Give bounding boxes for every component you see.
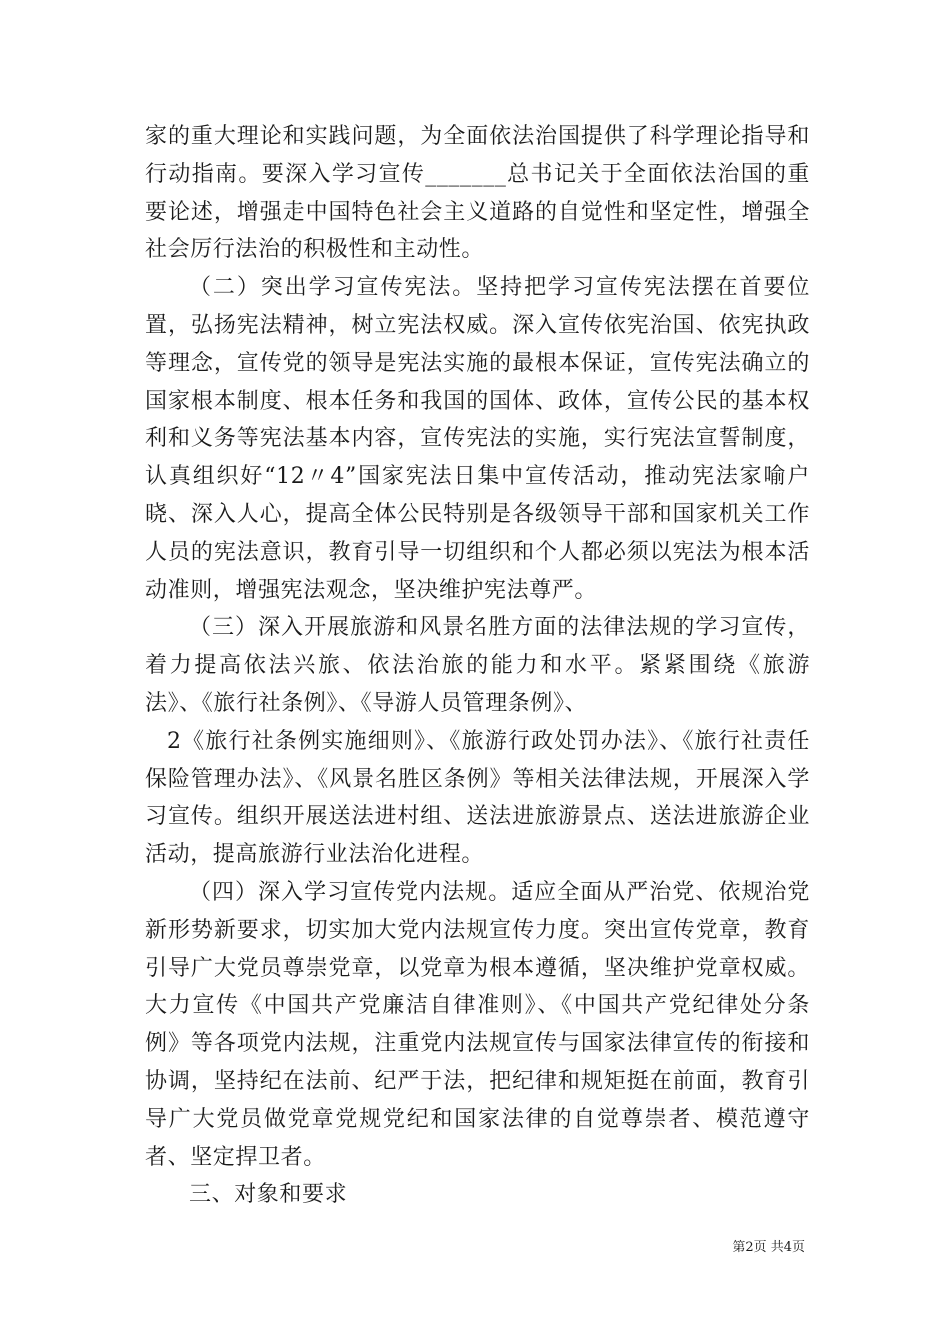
document-body <box>145 118 810 1214</box>
section-heading-objects-requirements: 三、对象和要求 <box>189 1182 348 1208</box>
page-number-footer: 第2页 共4页 <box>732 1240 805 1255</box>
paragraph-section-3: （三）深入开展旅游和风景名胜方面的法律法规的学习宣传，着力提高依法兴旅、依法治旅的能力和水平。紧紧围绕《旅游法》、《旅行社条例》、《导游人员管理条例》、 <box>145 615 810 716</box>
paragraph-section-4: （四）深入学习宣传党内法规。适应全面从严治党、依规治党新形势新要求，切实加大党内法规宣传力度。突出宣传党章，教育引导广大党员尊崇党章，以党章为根本遵循，坚决维护党章权威。大力宣传《中国共产党廉洁自律准则》、《中国共产党纪律处分条例》等各项党内法规，注重党内法规宣传与国家法律宣传的衔接和协调，坚持纪在法前、纪严于法，把纪律和规矩挺在前面，教育引导广大党员做党章党规党纪和国家法律的自觉尊崇者、模范遵守者、坚定捍卫者。 <box>145 879 810 1170</box>
paragraph-section-2: （二）突出学习宣传宪法。坚持把学习宣传宪法摆在首要位置，弘扬宪法精神，树立宪法权威。深入宣传依宪治国、依宪执政等理念，宣传党的领导是宪法实施的最根本保证，宣传宪法确立的国家根本制度、根本任务和我国的国体、政体，宣传公民的基本权利和义务等宪法基本内容，宣传宪法的实施，实行宪法宣誓制度，认真组织好“12〃4”国家宪法日集中宣传活动，推动宪法家喻户晓、深入人心，提高全体公民特别是各级领导干部和国家机关工作人员的宪法意识，教育引导一切组织和个人都必须以宪法为根本活动准则，增强宪法观念，坚决维护宪法尊严。 <box>145 275 810 603</box>
paragraph-section-3-continued: 2《旅行社条例实施细则》、《旅游行政处罚办法》、《旅行社责任保险管理办法》、《风景名胜区条例》等相关法律法规，开展深入学习宣传。组织开展送法进村组、送法进旅游景点、送法进旅游企业活动，提高旅游行业法治化进程。 <box>145 728 810 868</box>
paragraph-continuation: 家的重大理论和实践问题，为全面依法治国提供了科学理论指导和行动指南。要深入学习宣传_______总书记关于全面依法治国的重要论述，增强走中国特色社会主义道路的自觉性和坚定性，增强全社会厉行法治的积极性和主动性。 <box>145 124 810 263</box>
